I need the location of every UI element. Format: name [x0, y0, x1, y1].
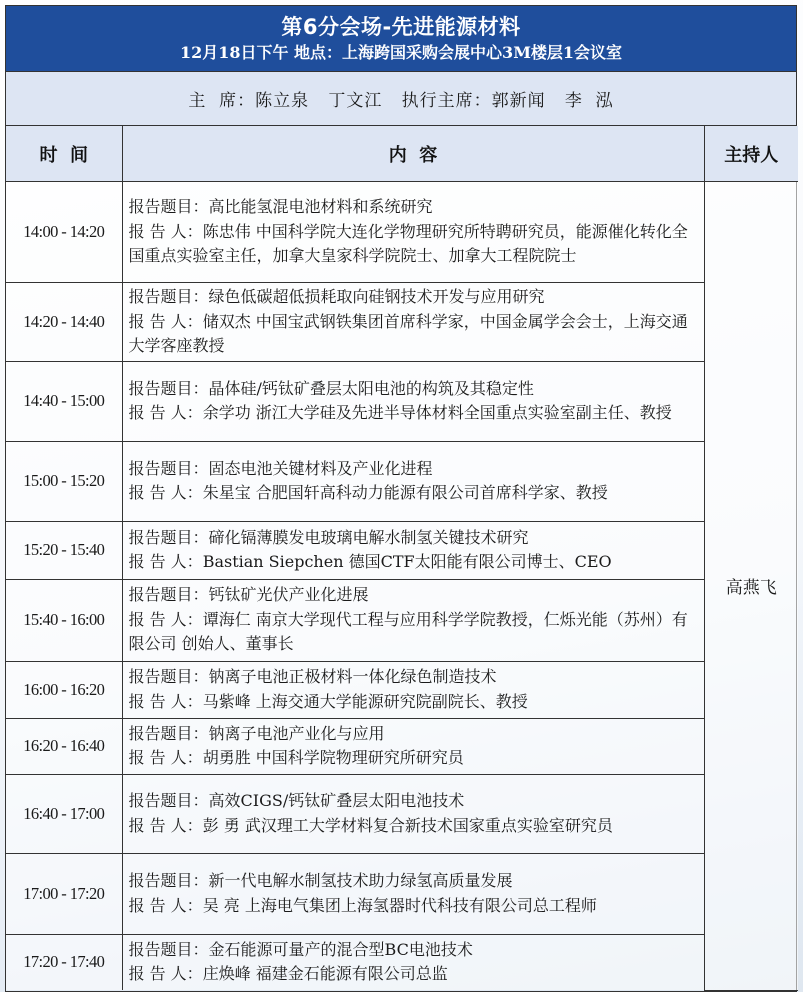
- row-time: 16:20 - 16:40: [6, 718, 122, 774]
- talk-speaker: Bastian Siepchen 德国CTF太阳能有限公司博士、CEO: [202, 552, 612, 571]
- table-row: [6, 283, 798, 362]
- speaker-label: 报 告 人：: [128, 609, 203, 629]
- talk-topic: 固态电池关键材料及产业化进程: [208, 458, 433, 478]
- talk-topic: 钙钛矿光伏产业化进展: [208, 585, 369, 605]
- talk-speaker: 朱星宝 合肥国轩高科动力能源有限公司首席科学家、教授: [202, 483, 608, 502]
- session-title-bar: [6, 6, 796, 72]
- topic-label: 报告题目：: [128, 791, 209, 810]
- topic-label: 报告题目：: [128, 458, 209, 478]
- talk-topic: 高效CIGS/钙钛矿叠层太阳电池技术: [208, 791, 465, 810]
- topic-label: 报告题目：: [128, 667, 209, 686]
- row-content: [122, 934, 704, 990]
- row-content: [122, 521, 704, 579]
- row-content: [122, 774, 704, 853]
- speaker-label: 报 告 人：: [128, 311, 203, 331]
- row-time: 14:20 - 14:40: [6, 283, 122, 362]
- speaker-label: 报 告 人：: [128, 748, 203, 767]
- topic-label: 报告题目：: [128, 287, 209, 306]
- table-row: [6, 661, 798, 718]
- speaker-label: 报 告 人：: [128, 964, 203, 984]
- row-time: 16:00 - 16:20: [6, 661, 122, 718]
- table-header-row: [6, 126, 798, 182]
- talk-topic: 金石能源可量产的混合型BC电池技术: [208, 939, 473, 959]
- speaker-label: 报 告 人：: [128, 815, 203, 835]
- talk-speaker: 吴 亮 上海电气集团上海氢器时代科技有限公司总工程师: [202, 895, 597, 915]
- row-content: [122, 441, 704, 521]
- talk-topic: 新一代电解水制氢技术助力绿氢高质量发展: [208, 871, 513, 890]
- talk-speaker: 余学功 浙江大学硅及先进半导体材料全国重点实验室副主任、教授: [202, 403, 672, 422]
- talk-topic: 钠离子电池产业化与应用: [208, 723, 385, 743]
- row-content: [122, 182, 704, 283]
- agenda-table: [6, 126, 798, 991]
- topic-label: 报告题目：: [128, 197, 209, 217]
- agenda-sheet: [5, 5, 797, 992]
- topic-label: 报告题目：: [128, 723, 209, 743]
- row-content: [122, 853, 704, 934]
- talk-speaker: 陈忠伟 中国科学院大连化学物理研究所特聘研究员，能源催化转化全国重点实验室主任，加拿大皇家科学院院士、加拿大工程院院士: [128, 221, 688, 266]
- session-chairs: 主 席：陈立泉 丁文江 执行主席：郭新闻 李 泓: [6, 72, 796, 126]
- row-time: 17:00 - 17:20: [6, 853, 122, 934]
- table-row: [6, 579, 798, 661]
- column-header-time: 时 间: [6, 126, 122, 182]
- table-row: [6, 718, 798, 774]
- column-header-host: 主持人: [704, 126, 798, 182]
- talk-topic: 钠离子电池正极材料一体化绿色制造技术: [208, 667, 497, 686]
- talk-topic: 绿色低碳超低损耗取向硅钢技术开发与应用研究: [208, 287, 545, 306]
- talk-speaker: 彭 勇 武汉理工大学材料复合新技术国家重点实验室研究员: [202, 815, 613, 835]
- table-row: [6, 441, 798, 521]
- table-row: [6, 182, 798, 283]
- topic-label: 报告题目：: [128, 871, 209, 890]
- row-content: [122, 718, 704, 774]
- topic-label: 报告题目：: [128, 378, 209, 398]
- row-content: [122, 579, 704, 661]
- talk-speaker: 马紫峰 上海交通大学能源研究院副院长、教授: [202, 691, 528, 711]
- table-row: [6, 774, 798, 853]
- talk-topic: 晶体硅/钙钛矿叠层太阳电池的构筑及其稳定性: [208, 378, 534, 398]
- speaker-label: 报 告 人：: [128, 552, 203, 571]
- talk-speaker: 谭海仁 南京大学现代工程与应用科学学院教授，仁烁光能（苏州）有限公司 创始人、董事长: [128, 609, 688, 654]
- speaker-label: 报 告 人：: [128, 895, 203, 915]
- host-name: 高燕飞: [704, 182, 798, 991]
- topic-label: 报告题目：: [128, 585, 209, 605]
- row-content: [122, 661, 704, 718]
- row-time: 14:40 - 15:00: [6, 361, 122, 441]
- row-content: [122, 361, 704, 441]
- topic-label: 报告题目：: [128, 527, 209, 547]
- session-title: 第6分会场-先进能源材料: [281, 14, 521, 39]
- table-row: [6, 521, 798, 579]
- talk-topic: 碲化镉薄膜发电玻璃电解水制氢关键技术研究: [208, 527, 529, 547]
- row-time: 14:00 - 14:20: [6, 182, 122, 283]
- row-time: 15:40 - 16:00: [6, 579, 122, 661]
- table-row: [6, 853, 798, 934]
- row-content: [122, 283, 704, 362]
- talk-topic: 高比能氢混电池材料和系统研究: [208, 197, 433, 217]
- table-row: [6, 361, 798, 441]
- talk-speaker: 庄焕峰 福建金石能源有限公司总监: [202, 964, 448, 984]
- speaker-label: 报 告 人：: [128, 691, 203, 711]
- session-time-location: 12月18日下午 地点：上海跨国采购会展中心3M楼层1会议室: [179, 42, 623, 62]
- speaker-label: 报 告 人：: [128, 483, 203, 502]
- speaker-label: 报 告 人：: [128, 221, 203, 241]
- row-time: 15:00 - 15:20: [6, 441, 122, 521]
- column-header-content: 内 容: [122, 126, 704, 182]
- row-time: 16:40 - 17:00: [6, 774, 122, 853]
- speaker-label: 报 告 人：: [128, 403, 203, 422]
- topic-label: 报告题目：: [128, 939, 209, 959]
- talk-speaker: 储双杰 中国宝武钢铁集团首席科学家，中国金属学会会士，上海交通大学客座教授: [128, 311, 688, 355]
- talk-speaker: 胡勇胜 中国科学院物理研究所研究员: [202, 748, 464, 767]
- row-time: 15:20 - 15:40: [6, 521, 122, 579]
- table-row: [6, 934, 798, 990]
- row-time: 17:20 - 17:40: [6, 934, 122, 990]
